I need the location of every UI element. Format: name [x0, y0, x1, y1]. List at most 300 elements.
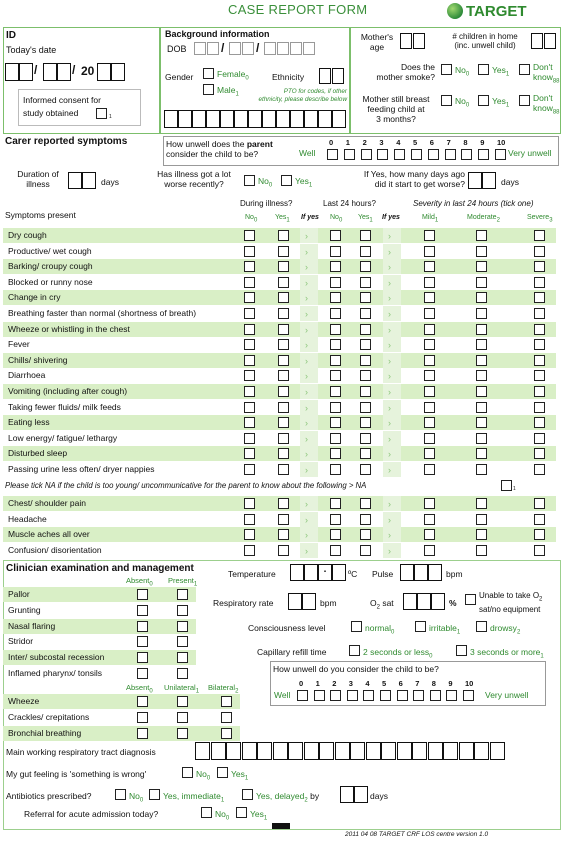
parent-scale-checkbox[interactable]: [461, 149, 472, 160]
during-no-checkbox[interactable]: [244, 230, 255, 241]
drowsy-checkbox[interactable]: [476, 621, 487, 632]
temp-cell-3[interactable]: [332, 564, 346, 581]
severe-checkbox[interactable]: [534, 433, 545, 444]
ethnicity-description-cell[interactable]: [276, 110, 290, 128]
antibiotics-delayed-label: Yes, delayed$_2$ by: [256, 791, 320, 804]
moderate-checkbox[interactable]: [476, 370, 487, 381]
female-checkbox[interactable]: [203, 68, 214, 79]
during-yes-checkbox[interactable]: [278, 324, 289, 335]
clinician-sign-label: Inter/ subcostal recession: [8, 652, 105, 663]
mild-checkbox[interactable]: [424, 433, 435, 444]
severe-checkbox[interactable]: [534, 339, 545, 350]
clinician-sign-label: Bronchial breathing: [8, 727, 82, 738]
clinician-scale-checkbox[interactable]: [297, 690, 308, 701]
dob-cell[interactable]: [264, 42, 276, 55]
consent-checkbox[interactable]: [96, 108, 107, 119]
severe-checkbox[interactable]: [534, 277, 545, 288]
during-no-checkbox[interactable]: [244, 417, 255, 428]
background-heading: Background information: [165, 29, 270, 39]
during-no-checkbox[interactable]: [244, 498, 255, 509]
duration-cell-1[interactable]: [68, 172, 82, 189]
clinician-sign-checkbox[interactable]: [137, 589, 148, 600]
severe-checkbox[interactable]: [534, 355, 545, 366]
during-yes-checkbox[interactable]: [278, 464, 289, 475]
clinician-sign-checkbox[interactable]: [137, 605, 148, 616]
last24-yes-checkbox[interactable]: [360, 230, 371, 241]
severe-checkbox[interactable]: [534, 545, 545, 556]
last24-yes-checkbox[interactable]: [360, 498, 371, 509]
mild-checkbox[interactable]: [424, 308, 435, 319]
moderate-checkbox[interactable]: [476, 230, 487, 241]
ethnicity-description-cell[interactable]: [304, 110, 318, 128]
clinician-sign-label: Wheeze: [8, 696, 40, 706]
during-no-checkbox[interactable]: [244, 448, 255, 459]
pulse-cell-1[interactable]: [400, 564, 414, 581]
moderate-checkbox[interactable]: [476, 448, 487, 459]
during-no-checkbox[interactable]: [244, 529, 255, 540]
mild-checkbox[interactable]: [424, 246, 435, 257]
moderate-checkbox[interactable]: [476, 417, 487, 428]
clinician-sign-checkbox[interactable]: [177, 712, 188, 723]
clinician-sign-checkbox[interactable]: [137, 668, 148, 679]
clinician-scale-checkbox[interactable]: [380, 690, 391, 701]
moderate-checkbox[interactable]: [476, 339, 487, 350]
diagnosis-cell[interactable]: [397, 742, 412, 760]
clinician-scale-checkbox[interactable]: [363, 690, 374, 701]
last24-yes-checkbox[interactable]: [360, 433, 371, 444]
last24-no-checkbox[interactable]: [330, 261, 341, 272]
date-cell[interactable]: [97, 63, 111, 81]
worse-days-cell-1[interactable]: [468, 172, 482, 189]
during-yes-checkbox[interactable]: [278, 529, 289, 540]
last24-yes-checkbox[interactable]: [360, 370, 371, 381]
last24-yes-checkbox[interactable]: [360, 261, 371, 272]
resp-cell-2[interactable]: [302, 593, 316, 610]
moderate-checkbox[interactable]: [476, 386, 487, 397]
last24-no-checkbox[interactable]: [330, 386, 341, 397]
symptom-label: Chest/ shoulder pain: [8, 498, 86, 508]
during-no-checkbox[interactable]: [244, 261, 255, 272]
ethnicity-description-cell[interactable]: [318, 110, 332, 128]
during-yes-checkbox[interactable]: [278, 230, 289, 241]
moderate-checkbox[interactable]: [476, 292, 487, 303]
severe-checkbox[interactable]: [534, 324, 545, 335]
na-checkbox[interactable]: [501, 480, 512, 491]
diagnosis-cell[interactable]: [474, 742, 489, 760]
during-no-checkbox[interactable]: [244, 308, 255, 319]
severe-checkbox[interactable]: [534, 529, 545, 540]
parent-scale-checkbox[interactable]: [327, 149, 338, 160]
breastfeed-yes-checkbox[interactable]: [478, 95, 489, 106]
ethnicity-cell-2[interactable]: [332, 68, 344, 84]
during-yes-checkbox[interactable]: [278, 433, 289, 444]
clinician-sign-checkbox[interactable]: [177, 668, 188, 679]
ethnicity-description-cell[interactable]: [192, 110, 206, 128]
diagnosis-cell[interactable]: [319, 742, 334, 760]
during-yes-checkbox[interactable]: [278, 386, 289, 397]
severe-checkbox[interactable]: [534, 386, 545, 397]
clinician-scale-checkbox[interactable]: [314, 690, 325, 701]
antibiotics-no-checkbox[interactable]: [115, 789, 126, 800]
last24-yes-checkbox[interactable]: [360, 292, 371, 303]
clinician-scale-checkbox[interactable]: [430, 690, 441, 701]
last24-yes-checkbox[interactable]: [360, 514, 371, 525]
date-cell[interactable]: [5, 63, 19, 81]
ethnicity-description-cell[interactable]: [290, 110, 304, 128]
clinician-sign-checkbox[interactable]: [221, 696, 232, 707]
ethnicity-description-cell[interactable]: [164, 110, 178, 128]
ethnicity-cell-1[interactable]: [319, 68, 331, 84]
last24-no-checkbox[interactable]: [330, 230, 341, 241]
moderate-checkbox[interactable]: [476, 308, 487, 319]
diagnosis-cell[interactable]: [412, 742, 427, 760]
severe-checkbox[interactable]: [534, 498, 545, 509]
during-yes-checkbox[interactable]: [278, 448, 289, 459]
severe-checkbox[interactable]: [534, 230, 545, 241]
ethnicity-description-cell[interactable]: [206, 110, 220, 128]
severe-checkbox[interactable]: [534, 292, 545, 303]
clinician-sign-checkbox[interactable]: [177, 652, 188, 663]
parent-scale-checkbox[interactable]: [495, 149, 506, 160]
duration-cell-2[interactable]: [82, 172, 96, 189]
female-label: Female$_0$: [217, 69, 249, 82]
clinician-sign-checkbox[interactable]: [177, 696, 188, 707]
dob-cell[interactable]: [303, 42, 315, 55]
during-no-checkbox[interactable]: [244, 464, 255, 475]
temp-cell-1[interactable]: [290, 564, 304, 581]
antibiotics-immediate-checkbox[interactable]: [149, 789, 160, 800]
during-no-checkbox[interactable]: [244, 370, 255, 381]
moderate-checkbox[interactable]: [476, 545, 487, 556]
mild-checkbox[interactable]: [424, 292, 435, 303]
last24-yes-checkbox[interactable]: [360, 308, 371, 319]
clinician-sign-checkbox[interactable]: [177, 728, 188, 739]
dob-cell[interactable]: [194, 42, 206, 55]
referral-yes-checkbox[interactable]: [236, 807, 247, 818]
date-cell[interactable]: [19, 63, 33, 81]
clinician-sign-checkbox[interactable]: [221, 712, 232, 723]
ethnicity-description-cell[interactable]: [262, 110, 276, 128]
diagnosis-cell[interactable]: [257, 742, 272, 760]
during-yes-checkbox[interactable]: [278, 355, 289, 366]
during-no-checkbox[interactable]: [244, 277, 255, 288]
moderate-checkbox[interactable]: [476, 464, 487, 475]
clinician-sign-checkbox[interactable]: [177, 605, 188, 616]
during-no-checkbox[interactable]: [244, 339, 255, 350]
mild-checkbox[interactable]: [424, 545, 435, 556]
mild-checkbox[interactable]: [424, 386, 435, 397]
moderate-checkbox[interactable]: [476, 246, 487, 257]
irritable-checkbox[interactable]: [415, 621, 426, 632]
clinician-sign-checkbox[interactable]: [137, 712, 148, 723]
mother-age-cell-2[interactable]: [413, 33, 425, 49]
during-no-checkbox[interactable]: [244, 355, 255, 366]
normal-checkbox[interactable]: [351, 621, 362, 632]
ethnicity-description-cell[interactable]: [220, 110, 234, 128]
during-no-checkbox[interactable]: [244, 402, 255, 413]
last24-no-checkbox[interactable]: [330, 370, 341, 381]
moderate-checkbox[interactable]: [476, 402, 487, 413]
last24-yes-checkbox[interactable]: [360, 448, 371, 459]
severe-checkbox[interactable]: [534, 448, 545, 459]
moderate-checkbox[interactable]: [476, 498, 487, 509]
last24-no-checkbox[interactable]: [330, 308, 341, 319]
severe-checkbox[interactable]: [534, 246, 545, 257]
last24-yes-checkbox[interactable]: [360, 464, 371, 475]
ifyes-arrow-icon: ›: [305, 530, 308, 541]
clinician-sign-checkbox[interactable]: [177, 636, 188, 647]
diagnosis-cell[interactable]: [273, 742, 288, 760]
resp-cell-1[interactable]: [288, 593, 302, 610]
moderate-checkbox[interactable]: [476, 514, 487, 525]
last24-no-checkbox[interactable]: [330, 433, 341, 444]
during-yes-checkbox[interactable]: [278, 417, 289, 428]
mild-checkbox[interactable]: [424, 370, 435, 381]
pto-note-1: PTO for codes, if other: [283, 88, 347, 95]
severity-header: Severity in last 24 hours (tick one): [413, 199, 534, 208]
parent-scale-checkbox[interactable]: [411, 149, 422, 160]
moderate-checkbox[interactable]: [476, 433, 487, 444]
clinician-sign-checkbox[interactable]: [177, 589, 188, 600]
delayed-days-cell-1[interactable]: [340, 786, 354, 803]
diagnosis-cell[interactable]: [211, 742, 226, 760]
cap-2s-checkbox[interactable]: [349, 645, 360, 656]
last24-yes-checkbox[interactable]: [360, 339, 371, 350]
referral-no-checkbox[interactable]: [201, 807, 212, 818]
last24-no-checkbox[interactable]: [330, 545, 341, 556]
male-checkbox[interactable]: [203, 84, 214, 95]
last24-no-checkbox[interactable]: [330, 464, 341, 475]
clinician-sign-checkbox[interactable]: [137, 728, 148, 739]
cap-refill-label: Capillary refill time: [257, 647, 327, 657]
during-yes-checkbox[interactable]: [278, 339, 289, 350]
during-no-checkbox[interactable]: [244, 246, 255, 257]
clinician-scale-checkbox[interactable]: [413, 690, 424, 701]
mild-checkbox[interactable]: [424, 417, 435, 428]
during-no-checkbox[interactable]: [244, 386, 255, 397]
moderate-checkbox[interactable]: [476, 355, 487, 366]
gut-no-checkbox[interactable]: [182, 767, 193, 778]
date-cell[interactable]: [43, 63, 57, 81]
delayed-days-cell-2[interactable]: [354, 786, 368, 803]
clinician-scale-checkbox[interactable]: [330, 690, 341, 701]
last24-yes-checkbox[interactable]: [360, 277, 371, 288]
ifyes-arrow-icon: ›: [305, 465, 308, 475]
during-yes-checkbox[interactable]: [278, 514, 289, 525]
last24-yes-checkbox[interactable]: [360, 529, 371, 540]
mother-age-cell-1[interactable]: [400, 33, 412, 49]
during-no-checkbox[interactable]: [244, 514, 255, 525]
during-no-checkbox[interactable]: [244, 324, 255, 335]
severe-checkbox[interactable]: [534, 464, 545, 475]
severe-checkbox[interactable]: [534, 261, 545, 272]
parent-scale-checkbox[interactable]: [478, 149, 489, 160]
ethnicity-description-cell[interactable]: [248, 110, 262, 128]
last24-no-checkbox[interactable]: [330, 324, 341, 335]
o2-cell-3[interactable]: [431, 593, 445, 610]
during-yes-checkbox[interactable]: [278, 545, 289, 556]
pulse-cell-2[interactable]: [414, 564, 428, 581]
during-yes-checkbox[interactable]: [278, 498, 289, 509]
clinician-scale-number: 3: [348, 679, 353, 688]
mild-checkbox[interactable]: [424, 230, 435, 241]
clinician-scale-number: 10: [465, 679, 474, 688]
last24-no-checkbox[interactable]: [330, 355, 341, 366]
during-no-checkbox[interactable]: [244, 433, 255, 444]
breastfeed-dk-label: Don't know$_{88}$: [533, 93, 560, 116]
last24-yes-checkbox[interactable]: [360, 545, 371, 556]
last24-no-checkbox[interactable]: [330, 417, 341, 428]
last24-no-checkbox[interactable]: [330, 339, 341, 350]
clinician-scale-checkbox[interactable]: [463, 690, 474, 701]
ethnicity-description-cell[interactable]: [178, 110, 192, 128]
date-cell[interactable]: [57, 63, 71, 81]
clinician-sign-checkbox[interactable]: [177, 621, 188, 632]
dob-cell[interactable]: [277, 42, 289, 55]
mild-checkbox[interactable]: [424, 514, 435, 525]
smoke-dk-checkbox[interactable]: [519, 64, 530, 75]
dob-cell[interactable]: [242, 42, 254, 55]
diagnosis-cell[interactable]: [350, 742, 365, 760]
temp-cell-2[interactable]: [304, 564, 318, 581]
mild-checkbox[interactable]: [424, 529, 435, 540]
mild-checkbox[interactable]: [424, 402, 435, 413]
clinician-sign-checkbox[interactable]: [137, 652, 148, 663]
parent-scale-checkbox[interactable]: [377, 149, 388, 160]
mild-checkbox[interactable]: [424, 324, 435, 335]
diagnosis-cell[interactable]: [304, 742, 319, 760]
clinician-sign-checkbox[interactable]: [137, 636, 148, 647]
diagnosis-cell[interactable]: [490, 742, 505, 760]
diagnosis-cell[interactable]: [381, 742, 396, 760]
last24-no-checkbox[interactable]: [330, 402, 341, 413]
children-cell-2[interactable]: [544, 33, 556, 49]
col-yes-2: Yes1: [358, 214, 373, 224]
smoke-no-checkbox[interactable]: [441, 64, 452, 75]
diagnosis-cell[interactable]: [366, 742, 381, 760]
pulse-cell-3[interactable]: [428, 564, 442, 581]
cap-3s-checkbox[interactable]: [456, 645, 467, 656]
clinician-sign-checkbox[interactable]: [137, 621, 148, 632]
clinician-sign-checkbox[interactable]: [137, 696, 148, 707]
clinician-scale-checkbox[interactable]: [446, 690, 457, 701]
diagnosis-cell[interactable]: [335, 742, 350, 760]
gut-yes-checkbox[interactable]: [217, 767, 228, 778]
unable-o2-checkbox[interactable]: [465, 594, 476, 605]
parent-scale-checkbox[interactable]: [361, 149, 372, 160]
mild-checkbox[interactable]: [424, 355, 435, 366]
diagnosis-cell[interactable]: [428, 742, 443, 760]
drowsy-label: drowsy$_2$: [490, 623, 521, 636]
dob-cell[interactable]: [229, 42, 241, 55]
diagnosis-cell[interactable]: [459, 742, 474, 760]
children-cell-1[interactable]: [531, 33, 543, 49]
during-no-checkbox[interactable]: [244, 545, 255, 556]
worse-days-cell-2[interactable]: [482, 172, 496, 189]
during-yes-checkbox[interactable]: [278, 402, 289, 413]
during-yes-checkbox[interactable]: [278, 292, 289, 303]
during-no-checkbox[interactable]: [244, 292, 255, 303]
last24-yes-checkbox[interactable]: [360, 386, 371, 397]
mild-checkbox[interactable]: [424, 498, 435, 509]
during-yes-checkbox[interactable]: [278, 246, 289, 257]
last24-no-checkbox[interactable]: [330, 277, 341, 288]
worse-yes-label: Yes$_1$: [295, 176, 313, 189]
diagnosis-cell[interactable]: [288, 742, 303, 760]
during-yes-checkbox[interactable]: [278, 277, 289, 288]
smoke-yes-checkbox[interactable]: [478, 64, 489, 75]
last24-yes-checkbox[interactable]: [360, 417, 371, 428]
o2-cell-1[interactable]: [403, 593, 417, 610]
breastfeed-no-checkbox[interactable]: [441, 95, 452, 106]
parent-scale-checkbox[interactable]: [394, 149, 405, 160]
moderate-checkbox[interactable]: [476, 529, 487, 540]
parent-scale-checkbox[interactable]: [428, 149, 439, 160]
worse-yes-checkbox[interactable]: [281, 175, 292, 186]
diagnosis-cell[interactable]: [443, 742, 458, 760]
diagnosis-cell[interactable]: [226, 742, 241, 760]
during-yes-checkbox[interactable]: [278, 370, 289, 381]
o2-cell-2[interactable]: [417, 593, 431, 610]
parent-scale-checkbox[interactable]: [344, 149, 355, 160]
mild-checkbox[interactable]: [424, 277, 435, 288]
last24-no-checkbox[interactable]: [330, 529, 341, 540]
parent-scale-number: 8: [463, 138, 468, 147]
clinician-scale-number: 5: [382, 679, 387, 688]
during-yes-checkbox[interactable]: [278, 261, 289, 272]
mild-checkbox[interactable]: [424, 464, 435, 475]
clinician-scale-checkbox[interactable]: [397, 690, 408, 701]
last24-yes-checkbox[interactable]: [360, 402, 371, 413]
parent-scale-checkbox[interactable]: [445, 149, 456, 160]
moderate-checkbox[interactable]: [476, 277, 487, 288]
ethnicity-description-cell[interactable]: [332, 110, 346, 128]
mild-checkbox[interactable]: [424, 448, 435, 459]
severe-checkbox[interactable]: [534, 417, 545, 428]
moderate-checkbox[interactable]: [476, 261, 487, 272]
antibiotics-delayed-checkbox[interactable]: [242, 789, 253, 800]
date-cell[interactable]: [111, 63, 125, 81]
last24-yes-checkbox[interactable]: [360, 246, 371, 257]
during-yes-checkbox[interactable]: [278, 308, 289, 319]
dob-cell[interactable]: [207, 42, 219, 55]
severe-checkbox[interactable]: [534, 370, 545, 381]
severe-checkbox[interactable]: [534, 514, 545, 525]
breastfeed-dk-checkbox[interactable]: [519, 95, 530, 106]
last24-yes-checkbox[interactable]: [360, 355, 371, 366]
diagnosis-cell[interactable]: [195, 742, 210, 760]
clinician-scale-number: 6: [398, 679, 403, 688]
mild-checkbox[interactable]: [424, 261, 435, 272]
last24-no-checkbox[interactable]: [330, 514, 341, 525]
last24-no-checkbox[interactable]: [330, 498, 341, 509]
severe-checkbox[interactable]: [534, 402, 545, 413]
worse-no-checkbox[interactable]: [244, 175, 255, 186]
ethnicity-description-cell[interactable]: [234, 110, 248, 128]
last24-yes-checkbox[interactable]: [360, 324, 371, 335]
last24-no-checkbox[interactable]: [330, 246, 341, 257]
clinician-scale-checkbox[interactable]: [347, 690, 358, 701]
clinician-sign-checkbox[interactable]: [221, 728, 232, 739]
last24-no-checkbox[interactable]: [330, 292, 341, 303]
ifyes-arrow-icon: ›: [305, 514, 308, 525]
mild-checkbox[interactable]: [424, 339, 435, 350]
severe-checkbox[interactable]: [534, 308, 545, 319]
diagnosis-cell[interactable]: [242, 742, 257, 760]
dob-cell[interactable]: [290, 42, 302, 55]
moderate-checkbox[interactable]: [476, 324, 487, 335]
last24-no-checkbox[interactable]: [330, 448, 341, 459]
